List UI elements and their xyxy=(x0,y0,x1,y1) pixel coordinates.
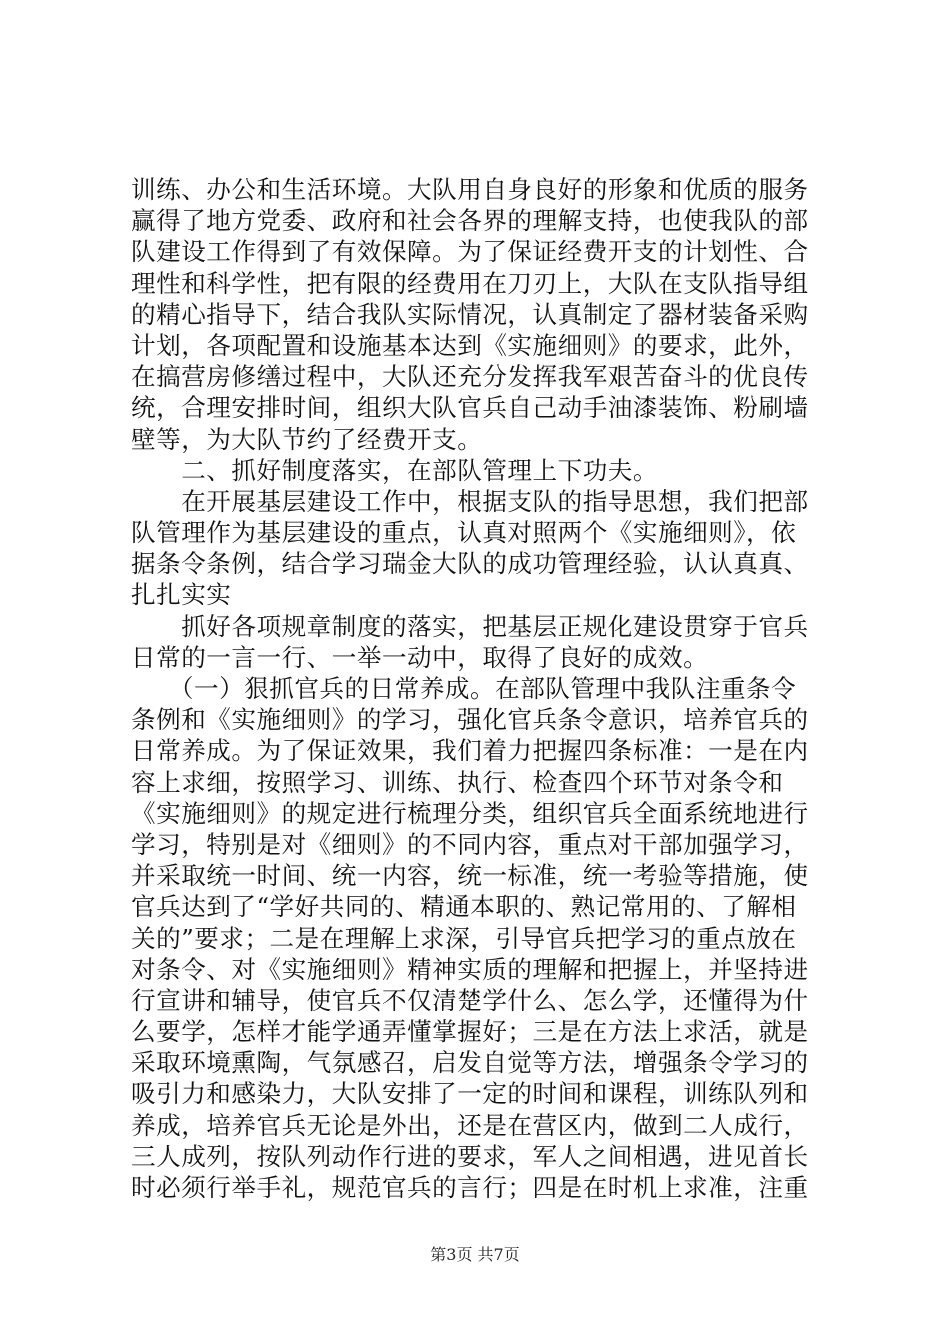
text-line: 行宣讲和辅导，使官兵不仅清楚学什么、怎么学，还懂得为什 xyxy=(131,985,809,1015)
text-line: 计划，各项配置和设施基本达到《实施细则》的要求，此外， xyxy=(131,330,809,360)
text-line: 容上求细，按照学习、训练、执行、检查四个环节对条令和 xyxy=(131,767,784,797)
text-line: 么要学，怎样才能学通弄懂掌握好；三是在方法上求活，就是 xyxy=(131,1017,809,1047)
text-line: 据条令条例，结合学习瑞金大队的成功管理经验，认认真真、 xyxy=(131,549,809,579)
text-line: 日常养成。为了保证效果，我们着力把握四条标准：一是在内 xyxy=(131,736,809,766)
text-line: 的精心指导下，结合我队实际情况，认真制定了器材装备采购 xyxy=(131,299,809,329)
text-line: 时必须行举手礼，规范官兵的言行；四是在时机上求准，注重 xyxy=(131,1173,809,1202)
body-text xyxy=(131,174,831,1203)
text-line: 训练、办公和生活环境。大队用自身良好的形象和优质的服务 xyxy=(131,175,809,204)
text-line: 日常的一言一行、一举一动中，取得了良好的成效。 xyxy=(131,642,709,672)
text-line: 理性和科学性，把有限的经费用在刀刃上，大队在支队指导组 xyxy=(131,268,809,298)
text-line: 在搞营房修缮过程中，大队还充分发挥我军艰苦奋斗的优良传 xyxy=(131,362,809,392)
text-line: 扎扎实实 xyxy=(131,580,232,610)
page-number-footer: 第3页 共7页 xyxy=(430,1245,520,1264)
text-line: 在开展基层建设工作中，根据支队的指导思想，我们把部 xyxy=(131,486,809,516)
text-line: 官兵达到了“学好共同的、精通本职的、熟记常用的、了解相 xyxy=(131,892,797,922)
text-line: 采取环境熏陶，气氛感召，启发自觉等方法，增强条令学习的 xyxy=(131,1048,809,1078)
section-heading: 二、抓好制度落实，在部队管理上下功夫。 xyxy=(131,455,658,485)
text-line: 队管理作为基层建设的重点，认真对照两个《实施细则》，依 xyxy=(131,518,797,548)
text-line: 对条令、对《实施细则》精神实质的理解和把握上，并坚持进 xyxy=(131,954,809,984)
text-line: 统，合理安排时间，组织大队官兵自己动手油漆装饰、粉刷墙 xyxy=(131,393,809,423)
text-line: 关的”要求；二是在理解上求深，引导官兵把学习的重点放在 xyxy=(131,923,797,953)
text-line: 三人成列，按队列动作行进的要求，军人之间相遇，进见首长 xyxy=(131,1141,809,1171)
subsection-line: （一）狠抓官兵的日常养成。在部队管理中我队注重条令 xyxy=(131,674,797,703)
text-line: 养成，培养官兵无论是外出，还是在营区内，做到二人成行， xyxy=(131,1110,809,1140)
text-line: 吸引力和感染力，大队安排了一定的时间和课程，训练队列和 xyxy=(131,1079,809,1109)
text-line: 赢得了地方党委、政府和社会各界的理解支持，也使我队的部 xyxy=(131,206,809,236)
text-line: 《实施细则》的规定进行梳理分类，组织官兵全面系统地进行 xyxy=(131,798,809,828)
text-line: 队建设工作得到了有效保障。为了保证经费开支的计划性、合 xyxy=(131,237,809,267)
text-line: 条例和《实施细则》的学习，强化官兵条令意识，培养官兵的 xyxy=(131,705,809,735)
text-line: 抓好各项规章制度的落实，把基层正规化建设贯穿于官兵 xyxy=(131,611,809,641)
text-line: 学习，特别是对《细则》的不同内容，重点对干部加强学习， xyxy=(131,829,809,859)
text-line: 并采取统一时间、统一内容，统一标准，统一考验等措施，使 xyxy=(131,861,809,891)
text-line: 壁等，为大队节约了经费开支。 xyxy=(131,424,483,454)
